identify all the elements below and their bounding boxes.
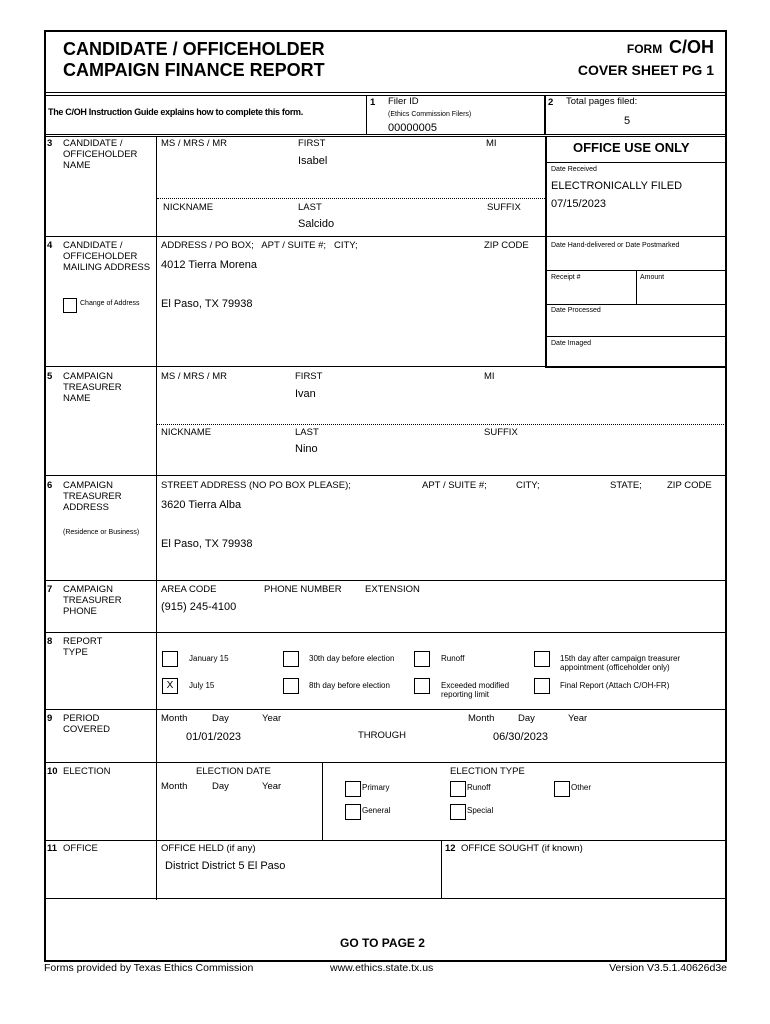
sec12-num: 12 [445,843,456,854]
sec6-apt-label: APT / SUITE #; [422,480,487,491]
sec3-num: 3 [47,138,53,149]
row1-bottom-b [44,136,727,137]
office-held-label: OFFICE HELD (if any) [161,843,256,854]
exceeded-limit-label: Exceeded modified reporting limit [441,681,510,700]
primary-label: Primary [362,783,390,792]
sec10-label: ELECTION [63,766,111,777]
sec9-bottom [44,762,727,763]
change-of-address-label: Change of Address [80,300,140,307]
runoff-report-checkbox[interactable] [414,651,430,667]
office-divider [441,840,442,899]
sec6-street-label: STREET ADDRESS (NO PO BOX PLEASE); [161,480,351,491]
amount-label: Amount [640,274,665,281]
jul15-check-mark: X [166,680,174,691]
sec9-year-label: Year [262,713,282,724]
sec5-num: 5 [47,371,53,382]
sec3-suffix-label: SUFFIX [487,202,521,213]
form-title-line1: CANDIDATE / OFFICEHOLDER [63,39,325,59]
footer-center: www.ethics.state.tx.us [330,962,434,974]
frame-left [44,30,46,962]
sec11-bottom [44,898,727,899]
pages-num: 2 [548,97,554,108]
header-rule-1 [44,92,727,93]
sec5-nickname-label: NICKNAME [161,427,212,438]
receipt-label: Receipt # [551,274,581,281]
election-type-label: ELECTION TYPE [450,766,525,777]
sec7-bottom [44,632,727,633]
sec6-bottom [44,580,727,581]
sec5-label: CAMPAIGN TREASURER NAME [63,371,122,404]
sec7-label: CAMPAIGN TREASURER PHONE [63,584,122,617]
office-use-rule-2 [546,236,726,237]
sec9-year-label-2: Year [568,713,588,724]
sec5-last-label: LAST [295,427,319,438]
form-prefix: FORM [626,42,663,56]
runoff-report-label: Runoff [441,654,465,663]
form-code: C/OH [669,37,714,57]
sec7-ext-label: EXTENSION [365,584,420,595]
sec11-label: OFFICE [63,843,98,854]
treasurer-address-line2: El Paso, TX 79938 [161,538,253,550]
form-title-line2: CAMPAIGN FINANCE REPORT [63,60,325,80]
candidate-last-value: Salcido [298,218,335,230]
sec5-ms-label: MS / MRS / MR [161,371,227,382]
sec8-num: 8 [47,636,53,647]
sec5-bottom [44,475,727,476]
30th-day-checkbox[interactable] [283,651,299,667]
primary-checkbox[interactable] [345,781,361,797]
special-checkbox[interactable] [450,804,466,820]
pages-left-border [544,95,546,135]
filer-id-value: 00000005 [388,122,437,134]
sec8-bottom [44,709,727,710]
sec4-address-header: ADDRESS / PO BOX; APT / SUITE #; CITY; [161,240,358,251]
sec5-first-label: FIRST [295,371,323,382]
sec8-label: REPORT TYPE [63,636,103,658]
frame-top [44,30,727,32]
sec3-label: CANDIDATE / OFFICEHOLDER NAME [63,138,138,171]
sec3-last-label: LAST [298,202,322,213]
final-report-checkbox[interactable] [534,678,550,694]
treasurer-last-value: Nino [295,443,318,455]
sec6-label: CAMPAIGN TREASURER ADDRESS [63,480,122,513]
special-label: Special [467,806,494,815]
sec3-ms-label: MS / MRS / MR [161,138,227,149]
treasurer-address-line1: 3620 Tierra Alba [161,499,242,511]
sec6-num: 6 [47,480,53,491]
general-label: General [362,806,391,815]
sec9-month-label: Month [161,713,188,724]
other-checkbox[interactable] [554,781,570,797]
treasurer-phone-value: (915) 245-4100 [161,601,237,613]
runoff-election-label: Runoff [467,783,491,792]
period-through-label: THROUGH [358,730,407,741]
filer-label: Filer ID [388,96,419,107]
date-imaged-label: Date Imaged [551,340,592,347]
sec6-sublabel: (Residence or Business) [63,529,140,536]
sec9-day-label: Day [212,713,229,724]
candidate-address-line1: 4012 Tierra Morena [161,259,257,271]
candidate-address-line2: El Paso, TX 79938 [161,298,253,310]
sec4-zip-label: ZIP CODE [484,240,529,251]
jul15-checkbox[interactable] [162,678,178,694]
filer-sublabel: (Ethics Commission Filers) [388,111,472,118]
30th-day-label: 30th day before election [309,654,395,663]
sec5-dotted-rule [157,424,726,425]
exceeded-limit-checkbox[interactable] [414,678,430,694]
office-use-rule-5 [546,336,726,337]
sec10-num: 10 [47,766,58,777]
sec10-bottom [44,840,727,841]
runoff-election-checkbox[interactable] [450,781,466,797]
sec3-dotted-rule [157,198,545,199]
sec4-label: CANDIDATE / OFFICEHOLDER MAILING ADDRESS [63,240,151,273]
label-col-divider [156,136,157,900]
sec10-day-label: Day [212,781,229,792]
office-sought-label: OFFICE SOUGHT (if known) [461,843,583,854]
sec3-first-label: FIRST [298,138,326,149]
sec5-mi-label: MI [484,371,495,382]
sec4-num: 4 [47,240,53,251]
jan15-label: January 15 [189,654,229,663]
office-held-value: District District 5 El Paso [165,860,286,872]
sec4-bottom [44,366,546,367]
election-date-divider [322,762,323,840]
pages-value: 5 [624,115,631,127]
sec9-label: PERIOD COVERED [63,713,110,735]
sec10-year-label: Year [262,781,282,792]
pages-label: Total pages filed: [566,96,638,107]
footer-right: Version V3.5.1.40626d3e [609,962,727,974]
15th-day-label: 15th day after campaign treasurer appointment (officeholder only) [560,654,681,673]
jan15-checkbox[interactable] [162,651,178,667]
8th-day-checkbox[interactable] [283,678,299,694]
sec9-month-label-2: Month [468,713,495,724]
form-code-label [627,37,714,58]
sec3-mi-label: MI [486,138,497,149]
date-processed-label: Date Processed [551,307,601,314]
sec7-num: 7 [47,584,53,595]
treasurer-first-value: Ivan [295,388,316,400]
footer-left: Forms provided by Texas Ethics Commission [44,962,254,974]
final-report-label: Final Report (Attach C/OH-FR) [560,681,670,690]
date-received-value: 07/15/2023 [551,198,607,210]
15th-day-checkbox[interactable] [534,651,550,667]
election-date-label: ELECTION DATE [196,766,271,777]
sec7-phone-label: PHONE NUMBER [264,584,342,595]
period-to-value: 06/30/2023 [493,731,549,743]
filer-left-border [366,95,367,135]
date-received-label: Date Received [551,166,597,173]
goto-page-2: GO TO PAGE 2 [340,936,425,950]
frame-right [725,30,727,962]
office-use-rule-4 [546,304,726,305]
general-checkbox[interactable] [345,804,361,820]
other-label: Other [571,783,592,792]
period-from-value: 01/01/2023 [186,731,242,743]
row1-bottom [44,134,727,135]
sec5-suffix-label: SUFFIX [484,427,518,438]
cover-sheet-label: COVER SHEET PG 1 [577,62,714,78]
office-use-bottom [545,366,727,368]
sec7-area-label: AREA CODE [161,584,217,595]
receipt-amount-divider [636,270,637,304]
8th-day-label: 8th day before election [309,681,390,690]
hand-delivered-label: Date Hand-delivered or Date Postmarked [551,242,680,249]
sec6-state-label: STATE; [610,480,642,491]
sec6-zip-label: ZIP CODE [667,480,712,491]
filer-num: 1 [370,97,376,108]
sec11-num: 11 [47,843,58,854]
office-use-title: OFFICE USE ONLY [573,140,690,155]
office-use-title-rule [546,162,726,163]
sec3-nickname-label: NICKNAME [163,202,214,213]
sec9-day-label-2: Day [518,713,535,724]
instruction-text: The C/OH Instruction Guide explains how to complete this form. [48,107,303,117]
office-use-left [545,136,547,368]
sec6-city-label: CITY; [516,480,540,491]
candidate-first-value: Isabel [298,155,328,167]
sec9-num: 9 [47,713,53,724]
sec3-bottom [44,236,546,237]
sec10-month-label: Month [161,781,188,792]
jul15-label: July 15 [189,681,215,690]
change-of-address-checkbox[interactable] [63,298,77,313]
electronically-filed-status: ELECTRONICALLY FILED [551,180,683,192]
